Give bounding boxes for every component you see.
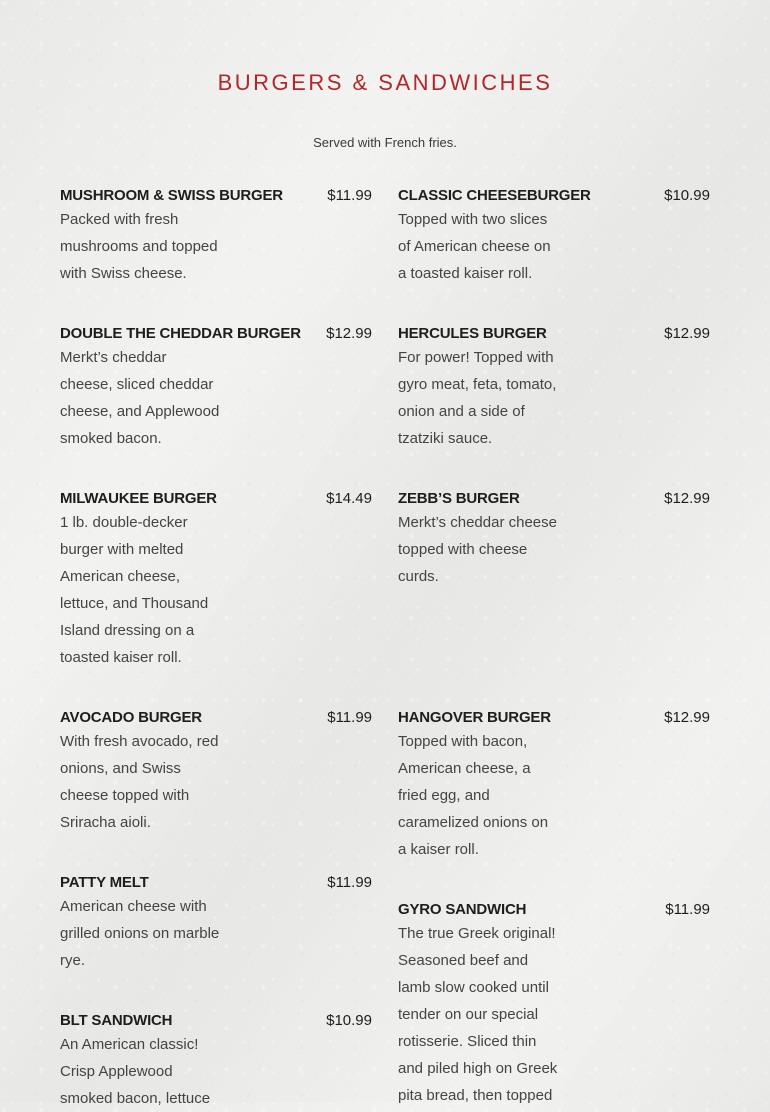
item-description: For power! Topped with gyro meat, feta, tomato, onion and a side of tzatziki sauce. [398,349,557,447]
item-price: $10.99 [326,1012,372,1029]
item-name: BLT SANDWICH [60,1012,173,1029]
item-name: GYRO SANDWICH [398,901,527,918]
item-description: With fresh avocado, red onions, and Swiss cheese topped with Sriracha aioli. [60,733,219,831]
item-price: $11.99 [327,709,372,726]
item-name: AVOCADO BURGER [60,709,202,726]
item-description: An American classic! Crisp Applewood smoked bacon, lettuce [60,1036,211,1107]
item-price: $12.99 [326,325,372,342]
item-description: The true Greek original! Seasoned beef and lamb slow cooked until tender on our special rotisserie. Sliced thin and piled high on Greek pita bread, then topped [398,925,558,1104]
item-name: HANGOVER BURGER [398,709,551,726]
item-name: HERCULES BURGER [398,325,547,342]
item-description: 1 lb. double-decker burger with melted American cheese, lettuce, and Thousand Island dressing on a toasted kaiser roll. [60,514,209,666]
item-description: American cheese with grilled onions on marble rye. [60,898,220,969]
item-price: $14.49 [326,490,372,507]
item-name: ZEBB’S BURGER [398,490,520,507]
item-name: MILWAUKEE BURGER [60,490,217,507]
item-name: CLASSIC CHEESEBURGER [398,187,591,204]
item-description: Merkt’s cheddar cheese topped with cheese curds. [398,514,557,585]
item-description: Topped with two slices of American cheese on a toasted kaiser roll. [398,211,551,282]
item-price: $12.99 [664,490,710,507]
section-subtitle: Served with French fries. [313,135,457,150]
item-description: Topped with bacon, American cheese, a fried egg, and caramelized onions on a kaiser roll. [398,733,549,858]
item-price: $10.99 [664,187,710,204]
section-title: BURGERS & SANDWICHES [217,70,553,95]
item-price: $11.99 [327,874,372,891]
item-description: Merkt’s cheddar cheese, sliced cheddar cheese, and Applewood smoked bacon. [60,349,220,447]
item-description: Packed with fresh mushrooms and topped with Swiss cheese. [60,211,218,282]
item-name: PATTY MELT [60,874,149,891]
item-price: $11.99 [327,187,372,204]
item-price: $12.99 [664,709,710,726]
item-name: DOUBLE THE CHEDDAR BURGER [60,325,301,342]
item-name: MUSHROOM & SWISS BURGER [60,187,283,204]
item-price: $12.99 [664,325,710,342]
item-price: $11.99 [665,901,710,918]
